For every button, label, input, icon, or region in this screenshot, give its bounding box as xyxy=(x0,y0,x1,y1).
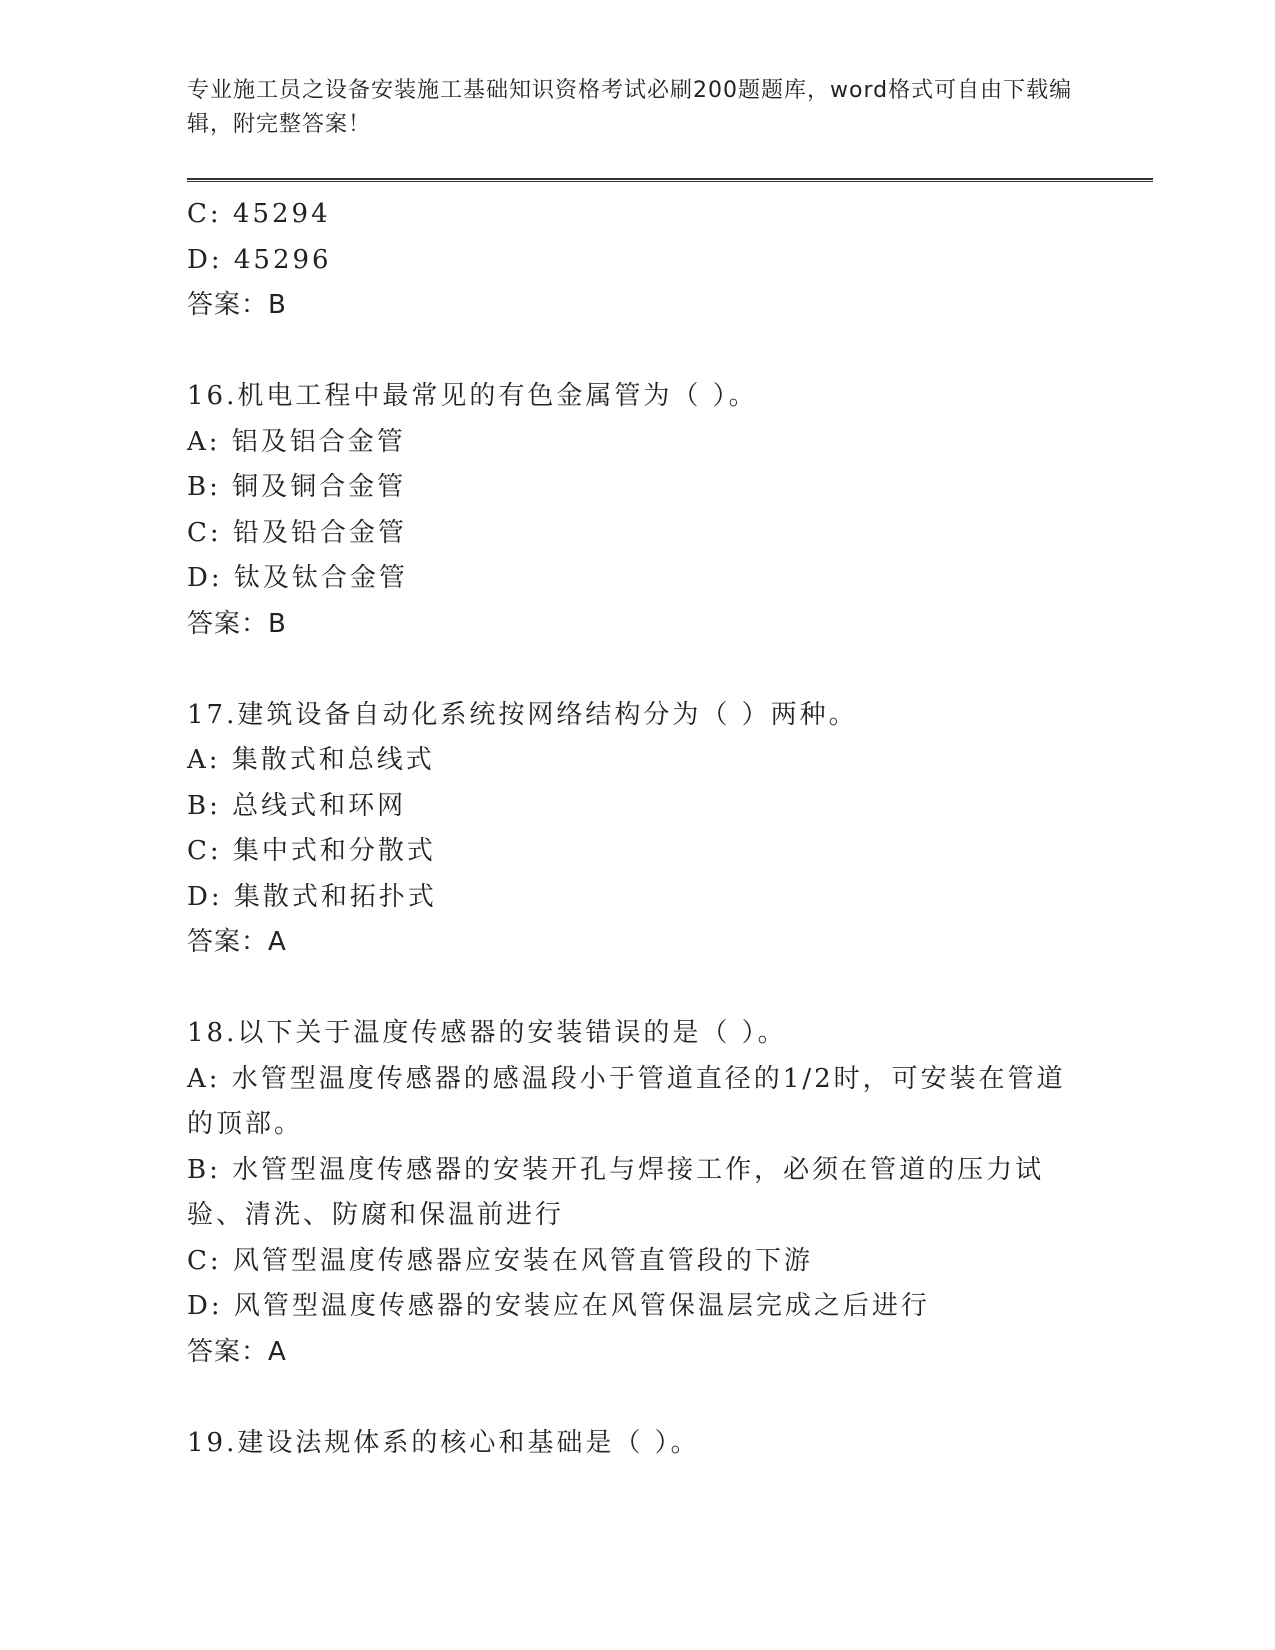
question-text: 17.建筑设备自动化系统按网络结构分为（ ）两种。 xyxy=(187,699,858,730)
question-19 xyxy=(187,1421,1087,1467)
option-d: D: 钛及钛合金管 xyxy=(187,563,408,593)
option-d: D: 集散式和拓扑式 xyxy=(187,881,437,912)
previous-question-tail xyxy=(187,192,1087,329)
option-c: C: 铅及铅合金管 xyxy=(187,517,407,548)
option-b: B: 铜及铜合金管 xyxy=(187,472,407,502)
option-a: A: 铝及铝合金管 xyxy=(187,426,406,457)
answer-line: 答案：B xyxy=(187,290,287,320)
question-16 xyxy=(187,374,1087,647)
question-text: 16.机电工程中最常见的有色金属管为（ ）。 xyxy=(187,381,758,411)
option-b: B: 水管型温度传感器的安装开孔与焊接工作，必须在管道的压力试验、清洗、防腐和保温前进行 xyxy=(187,1154,1045,1230)
question-text: 18.以下关于温度传感器的安装错误的是（ ）。 xyxy=(187,1018,787,1048)
answer-line: 答案：B xyxy=(187,608,287,639)
option-d: D: 45296 xyxy=(187,244,332,275)
question-list xyxy=(187,192,1087,1466)
answer-line: 答案：A xyxy=(187,1336,287,1367)
question-text: 19.建设法规体系的核心和基础是（ ）。 xyxy=(187,1427,700,1458)
option-c: C: 集中式和分散式 xyxy=(187,836,436,866)
spacer xyxy=(187,1375,1087,1421)
option-c: C: 45294 xyxy=(187,199,331,229)
spacer xyxy=(187,966,1087,1012)
question-17 xyxy=(187,693,1087,966)
option-c: C: 风管型温度传感器应安装在风管直管段的下游 xyxy=(187,1245,813,1276)
spacer xyxy=(187,647,1087,693)
option-d: D: 风管型温度传感器的安装应在风管保温层完成之后进行 xyxy=(187,1291,930,1321)
option-a: A: 集散式和总线式 xyxy=(187,745,435,775)
option-b: B: 总线式和环网 xyxy=(187,790,407,821)
document-header: 专业施工员之设备安装施工基础知识资格考试必刷200题题库，word格式可自由下载编辑，附完整答案！ xyxy=(187,78,1073,137)
option-a: A: 水管型温度传感器的感温段小于管道直径的1/2时，可安装在管道的顶部。 xyxy=(187,1063,1066,1139)
answer-line: 答案：A xyxy=(187,927,287,957)
spacer xyxy=(187,329,1087,375)
question-18 xyxy=(187,1011,1087,1375)
header-divider xyxy=(187,178,1153,182)
